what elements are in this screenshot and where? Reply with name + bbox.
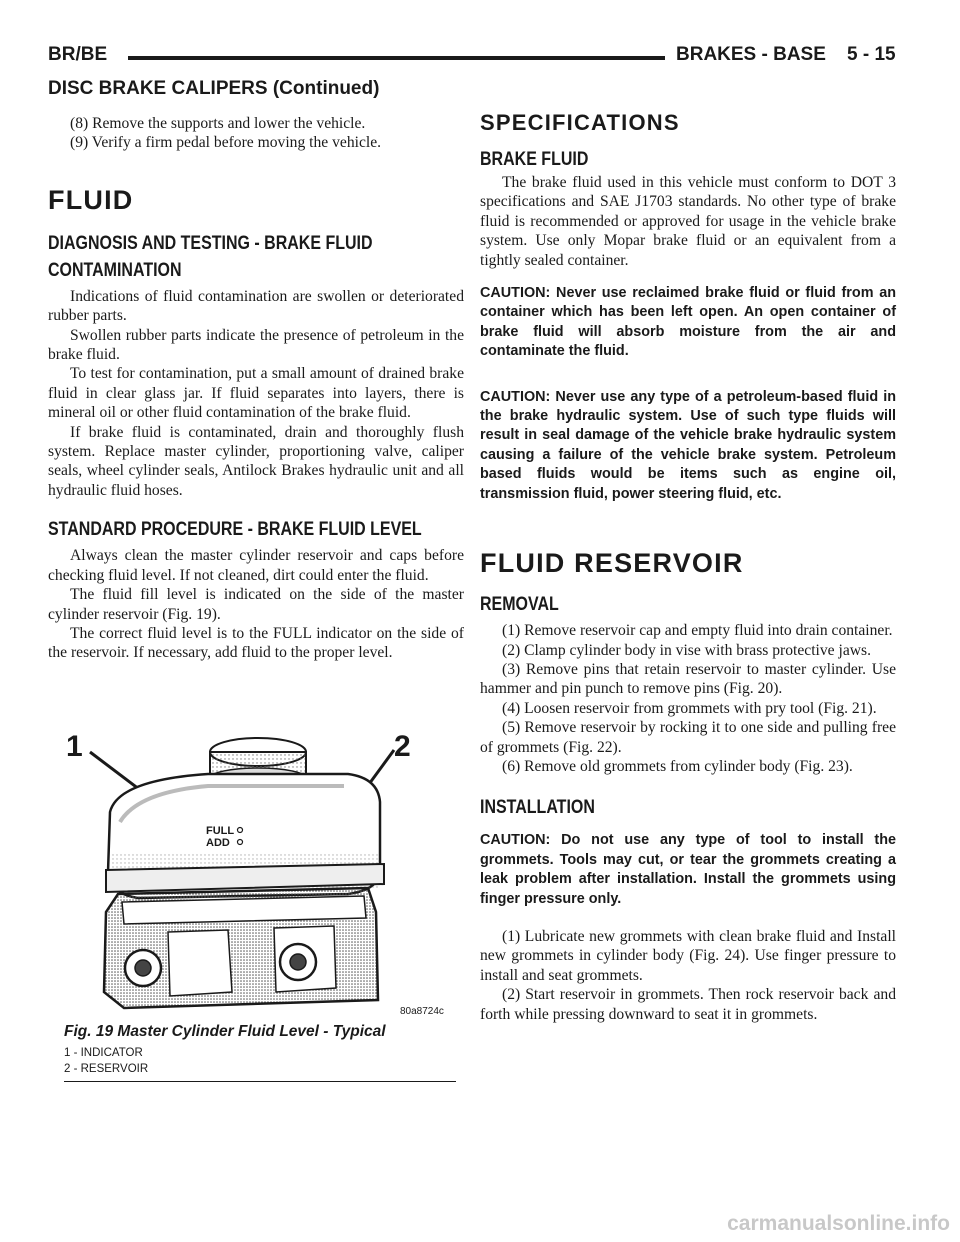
removal-heading: REMOVAL: [480, 593, 559, 616]
specifications-heading: SPECIFICATIONS: [480, 110, 680, 135]
figure-caption: Fig. 19 Master Cylinder Fluid Level - Typical: [64, 1023, 386, 1040]
caution-petroleum-fluid: CAUTION: Never use any type of a petroleum-based fluid in the brake hydraulic system. Use of such type fluids will result in seal damage of the vehicle brake hydraulic system causing a failure of the vehicle brake system. Petroleum based fluids would be items such as engine oil, transmission fluid, power steering fluid, etc.: [480, 388, 896, 502]
callout-1: 1: [66, 730, 83, 763]
removal-step-2: (2) Clamp cylinder body in vise with brass protective jaws.: [502, 641, 871, 659]
standard-procedure-heading: STANDARD PROCEDURE - BRAKE FLUID LEVEL: [48, 518, 422, 541]
diagnosis-heading: DIAGNOSIS AND TESTING - BRAKE FLUID CONTAMINATION: [48, 231, 373, 281]
standard-paragraph-2: The fluid fill level is indicated on the side of the master cylinder reservoir (Fig. 19).: [48, 586, 464, 623]
figure-rule: [64, 1081, 456, 1082]
step-9: (9) Verify a firm pedal before moving the vehicle.: [70, 134, 382, 152]
removal-step-1: (1) Remove reservoir cap and empty fluid into drain container.: [502, 622, 893, 640]
caution-reclaimed-fluid: CAUTION: Never use reclaimed brake fluid or fluid from an container which has been left open. An open container of brake fluid will absorb moisture from the air and contaminate the fluid.: [480, 285, 896, 360]
header-rule: [128, 56, 665, 60]
step-8: (8) Remove the supports and lower the vehicle.: [70, 115, 366, 132]
master-cylinder-illustration: [48, 722, 464, 1022]
installation-heading: INSTALLATION: [480, 796, 595, 819]
fluid-reservoir-heading: FLUID RESERVOIR: [480, 548, 744, 579]
full-label: FULL: [206, 825, 235, 837]
diagnosis-paragraph-2: Swollen rubber parts indicate the presence of petroleum in the brake fluid.: [48, 326, 464, 364]
fluid-heading: FLUID: [48, 184, 134, 215]
legend-item-indicator: 1 - INDICATOR: [64, 1047, 143, 1059]
installation-step-1: (1) Lubricate new grommets with clean brake fluid and Install new grommets in cylinder body (Fig. 24). Use finger pressure to install and seat grommets.: [480, 927, 896, 984]
removal-step-4: (4) Loosen reservoir from grommets with pry tool (Fig. 21).: [502, 699, 877, 717]
diagnosis-paragraph-1: Indications of fluid contamination are swollen or deteriorated rubber parts.: [48, 287, 464, 325]
header-section-code: BR/BE: [48, 44, 108, 65]
standard-paragraph-3: The correct fluid level is to the FULL indicator on the side of the reservoir. If necessary, add fluid to the proper level.: [48, 624, 464, 662]
callout-2: 2: [394, 730, 411, 763]
caution-grommet-tools: CAUTION: Do not use any type of tool to install the grommets. Tools may cut, or tear the grommets creating a leak problem after installation. Install the grommets using finger pressure only.: [480, 832, 896, 907]
art-code: 80a8724c: [400, 1006, 444, 1017]
right-column: [480, 110, 896, 1024]
installation-step-2: (2) Start reservoir in grommets. Then rock reservoir back and forth while pressing downward to seat it in grommets.: [480, 986, 896, 1023]
brake-fluid-paragraph: The brake fluid used in this vehicle must conform to DOT 3 specifications and SAE J1703 standards. No other type of brake fluid is recommended or approved for usage in the vehicle brake system. Use only Mopar brake fluid or an equivalent from a tightly sealed container.: [480, 174, 896, 269]
diagnosis-paragraph-4: If brake fluid is contaminated, drain and thoroughly flush system. Replace master cylinder, proportioning valve, caliper seals, wheel cylinder seals, Antilock Brakes hydraulic unit and all hydraulic fluid hoses.: [48, 423, 464, 499]
legend-item-reservoir: 2 - RESERVOIR: [64, 1063, 149, 1075]
removal-step-5: (5) Remove reservoir by rocking it to one side and pulling free of grommets (Fig. 22).: [480, 719, 896, 756]
add-label: ADD: [206, 837, 230, 849]
left-column: [48, 114, 464, 663]
watermark: carmanualsonline.info: [727, 1212, 950, 1235]
continued-section-title: DISC BRAKE CALIPERS (Continued): [48, 78, 380, 99]
removal-step-3: (3) Remove pins that retain reservoir to master cylinder. Use hammer and pin punch to remove pins (Fig. 20).: [480, 660, 896, 698]
header-page-title: BRAKES - BASE 5 - 15: [676, 44, 896, 65]
diagnosis-paragraph-3: To test for contamination, put a small amount of drained brake fluid in clear glass jar. If fluid separates into layers, there is mineral oil or other fluid contamination of the brake fluid.: [48, 365, 464, 422]
brake-fluid-heading: BRAKE FLUID: [480, 148, 589, 170]
removal-step-6: (6) Remove old grommets from cylinder body (Fig. 23).: [502, 757, 853, 775]
standard-paragraph-1: Always clean the master cylinder reservoir and caps before checking fluid level. If not cleaned, dirt could enter the fluid.: [48, 547, 464, 584]
